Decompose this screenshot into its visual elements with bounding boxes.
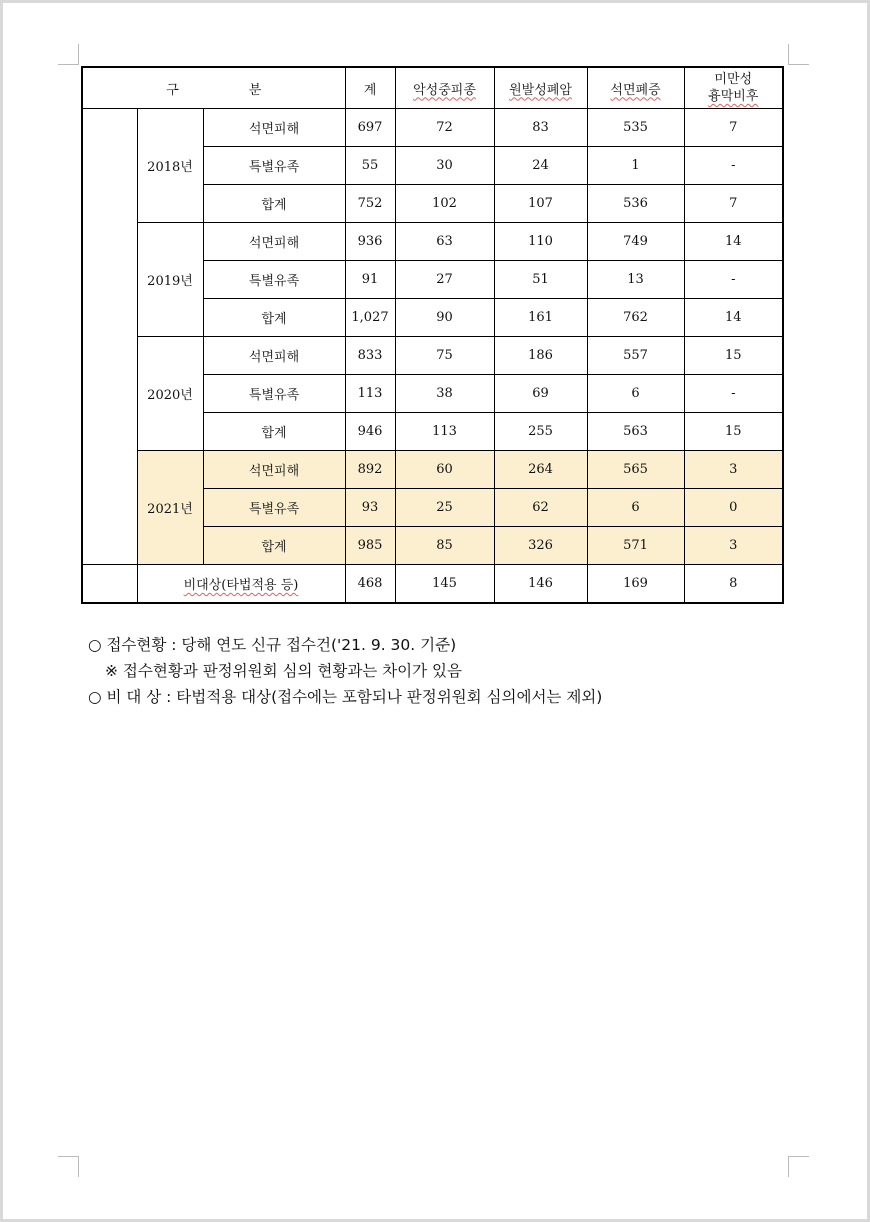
header-mesothelioma: 악성중피종	[395, 67, 494, 109]
non-target-label: 비대상(타법적용 등)	[137, 565, 345, 604]
row-type-label: 특별유족	[203, 489, 345, 527]
row-type-label: 특별유족	[203, 375, 345, 413]
row-group-spacer	[82, 565, 137, 604]
note-receipt-status: ○ 접수현황 : 당해 연도 신규 접수건('21. 9. 30. 기준)	[88, 636, 457, 654]
cell-pleu: 15	[684, 337, 783, 375]
cell-meso: 85	[395, 527, 494, 565]
cell-asb: 565	[587, 451, 684, 489]
cell-meso: 63	[395, 223, 494, 261]
row-type-label: 합계	[203, 299, 345, 337]
cell-total: 113	[345, 375, 395, 413]
cell-lung: 107	[494, 185, 587, 223]
row-type-label: 합계	[203, 185, 345, 223]
cell-meso: 90	[395, 299, 494, 337]
non-target-row	[82, 565, 783, 604]
cell-pleu: 7	[684, 109, 783, 147]
header-category-a: 구	[166, 82, 179, 98]
year-label: 2019년	[137, 223, 203, 337]
cell-asb: 762	[587, 299, 684, 337]
asbestos-relief-table	[81, 66, 784, 604]
cell-total: 91	[345, 261, 395, 299]
cell-meso: 60	[395, 451, 494, 489]
cell-total: 892	[345, 451, 395, 489]
cell-pleu: 3	[684, 527, 783, 565]
cell-meso: 27	[395, 261, 494, 299]
cell-lung: 110	[494, 223, 587, 261]
cell-lung: 146	[494, 565, 587, 604]
row-group-spacer	[82, 109, 137, 565]
row-type-label: 합계	[203, 413, 345, 451]
header-asbestosis: 석면폐증	[587, 67, 684, 109]
row-type-label: 석면피해	[203, 337, 345, 375]
cell-pleu: -	[684, 375, 783, 413]
cell-total: 936	[345, 223, 395, 261]
cell-pleu: 14	[684, 223, 783, 261]
cell-asb: 557	[587, 337, 684, 375]
cell-meso: 113	[395, 413, 494, 451]
note-non-target: ○ 비 대 상 : 타법적용 대상(접수에는 포함되나 판정위원회 심의에서는 제외)	[88, 688, 603, 706]
cell-meso: 102	[395, 185, 494, 223]
note-difference: ※ 접수현황과 판정위원회 심의 현황과는 차이가 있음	[105, 662, 462, 680]
cell-total: 946	[345, 413, 395, 451]
cell-asb: 536	[587, 185, 684, 223]
cell-pleu: 0	[684, 489, 783, 527]
cell-meso: 75	[395, 337, 494, 375]
cell-total: 752	[345, 185, 395, 223]
cell-total: 697	[345, 109, 395, 147]
cell-lung: 24	[494, 147, 587, 185]
cell-asb: 6	[587, 489, 684, 527]
cell-asb: 1	[587, 147, 684, 185]
header-category	[82, 67, 345, 109]
cell-pleu: 7	[684, 185, 783, 223]
cell-lung: 51	[494, 261, 587, 299]
cell-asb: 169	[587, 565, 684, 604]
notes	[88, 632, 602, 710]
cell-total: 55	[345, 147, 395, 185]
cell-pleu: -	[684, 261, 783, 299]
cell-lung: 69	[494, 375, 587, 413]
header-category-b: 분	[248, 82, 262, 98]
cell-pleu: 3	[684, 451, 783, 489]
crop-mark-bottom-left	[58, 1156, 79, 1177]
cell-meso: 72	[395, 109, 494, 147]
row-type-label: 석면피해	[203, 109, 345, 147]
year-label: 2018년	[137, 109, 203, 223]
row-type-label: 석면피해	[203, 223, 345, 261]
year-label: 2020년	[137, 337, 203, 451]
cell-asb: 571	[587, 527, 684, 565]
row-type-label: 특별유족	[203, 261, 345, 299]
cell-asb: 535	[587, 109, 684, 147]
cell-pleu: 15	[684, 413, 783, 451]
cell-asb: 6	[587, 375, 684, 413]
cell-total: 985	[345, 527, 395, 565]
crop-mark-top-left	[58, 44, 79, 65]
cell-total: 468	[345, 565, 395, 604]
cell-lung: 186	[494, 337, 587, 375]
row-type-label: 특별유족	[203, 147, 345, 185]
cell-lung: 62	[494, 489, 587, 527]
cell-meso: 25	[395, 489, 494, 527]
cell-lung: 326	[494, 527, 587, 565]
header-lung-cancer: 원발성폐암	[494, 67, 587, 109]
table-row	[82, 337, 783, 375]
table-row	[82, 223, 783, 261]
header-pleural-thickening: 미만성 흉막비후	[684, 67, 783, 109]
cell-lung: 83	[494, 109, 587, 147]
cell-pleu: 8	[684, 565, 783, 604]
cell-asb: 563	[587, 413, 684, 451]
crop-mark-top-right	[788, 44, 809, 65]
cell-asb: 13	[587, 261, 684, 299]
cell-meso: 38	[395, 375, 494, 413]
cell-lung: 161	[494, 299, 587, 337]
cell-total: 1,027	[345, 299, 395, 337]
cell-meso: 30	[395, 147, 494, 185]
cell-asb: 749	[587, 223, 684, 261]
cell-pleu: 14	[684, 299, 783, 337]
cell-pleu: -	[684, 147, 783, 185]
table-header-row	[82, 67, 783, 109]
cell-total: 93	[345, 489, 395, 527]
cell-total: 833	[345, 337, 395, 375]
row-type-label: 석면피해	[203, 451, 345, 489]
row-type-label: 합계	[203, 527, 345, 565]
table-row	[82, 451, 783, 489]
year-label: 2021년	[137, 451, 203, 565]
header-total: 계	[345, 67, 395, 109]
cell-lung: 255	[494, 413, 587, 451]
crop-mark-bottom-right	[788, 1156, 809, 1177]
cell-meso: 145	[395, 565, 494, 604]
cell-lung: 264	[494, 451, 587, 489]
table-row	[82, 109, 783, 147]
